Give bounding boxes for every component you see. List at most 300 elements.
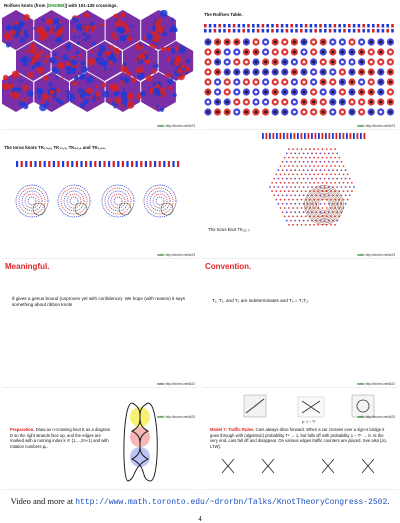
knot-blob — [53, 18, 60, 25]
torus-dot — [311, 186, 313, 188]
table-bar — [266, 24, 269, 28]
table-bar — [266, 29, 269, 33]
footer-url[interactable]: web: http://drorbn.net/kt23 — [157, 124, 195, 128]
table-knot-core — [312, 41, 315, 44]
table-bar — [382, 29, 385, 33]
torus-dot — [338, 157, 340, 159]
torus-dot — [307, 220, 309, 222]
table-bar — [343, 24, 346, 28]
knot-blob — [111, 32, 116, 37]
knot-blob — [109, 84, 115, 90]
slide-traffic-rules — [202, 389, 398, 490]
table-bar — [353, 24, 356, 28]
knot-blob — [167, 79, 173, 85]
torus-dot — [273, 186, 275, 188]
table-knot-core — [312, 51, 315, 54]
torus-dot — [288, 165, 290, 167]
table-bar — [242, 24, 245, 28]
footer-url[interactable]: web: http://drorbn.net/kt23 — [357, 124, 395, 128]
footer-url[interactable]: web: http://drorbn.net/kt23 — [157, 253, 195, 257]
table-knot-core — [341, 91, 344, 94]
torus-dot — [301, 190, 303, 192]
knot-blob — [131, 25, 134, 28]
torus-dot — [317, 157, 319, 159]
citation-link[interactable]: [DHOBB] — [46, 3, 66, 8]
torus-loop — [33, 203, 45, 215]
torus-dot — [280, 207, 282, 209]
torus-dot — [280, 199, 282, 201]
table-bar — [314, 29, 317, 33]
table-knot-core — [370, 41, 373, 44]
video-url[interactable]: http://www.math.toronto.edu/~drorbn/Talks/KnotTheoryCongress-2502 — [75, 498, 388, 507]
knot-blob — [139, 53, 146, 60]
torus-dot — [273, 195, 275, 197]
torus-dot — [294, 203, 296, 205]
torus-dot — [303, 195, 305, 197]
table-knot-core — [245, 71, 248, 74]
knot-blob — [178, 46, 186, 54]
knot-blob — [67, 93, 75, 101]
torus-dot — [338, 190, 340, 192]
slide-meaningful — [2, 260, 198, 388]
knot-blob — [96, 85, 99, 88]
table-knot-core — [351, 91, 354, 94]
torus-dot — [284, 190, 286, 192]
table-knot-core — [389, 41, 392, 44]
footer-url[interactable]: web: http://drorbn.net/kt23 — [157, 415, 195, 419]
table-knot-core — [245, 41, 248, 44]
table-knot-core — [312, 111, 315, 114]
table-knot-core — [264, 41, 267, 44]
table-knot-core — [207, 91, 210, 94]
torus-knot-diagram — [202, 131, 398, 231]
table-knot-core — [274, 71, 277, 74]
prep-text: Draw an n-crossing knot K as a diagram D so the right strands face up, and the edges are marked with a running index k ∈ {1,...,2n+1} and with rotation numbers φₖ. — [10, 427, 111, 449]
table-bar — [262, 29, 265, 33]
knot-blob — [151, 69, 156, 74]
table-knot-core — [293, 101, 296, 104]
torus-dot — [326, 207, 328, 209]
torus-dot — [288, 224, 290, 226]
table-bar — [295, 29, 298, 33]
table-bar — [338, 29, 341, 33]
table-knot-core — [293, 61, 296, 64]
torus-dot — [326, 182, 328, 184]
table-knot-core — [216, 101, 219, 104]
torus-dot — [280, 174, 282, 176]
knot-blob — [175, 46, 180, 51]
torus-dot — [324, 161, 326, 163]
table-knot-core — [274, 51, 277, 54]
table-knot-core — [303, 61, 306, 64]
torus-dot — [282, 169, 284, 171]
table-knot-core — [370, 81, 373, 84]
table-knot-core — [216, 91, 219, 94]
table-bar — [204, 29, 207, 33]
table-knot-core — [370, 101, 373, 104]
torus-bar — [57, 161, 59, 167]
table-knot-core — [245, 111, 248, 114]
torus-dot — [282, 161, 284, 163]
torus-dot — [311, 169, 313, 171]
table-knot-core — [245, 91, 248, 94]
torus-ring — [28, 197, 36, 205]
crossing-rules-diagrams — [202, 455, 398, 479]
torus-dot — [294, 153, 296, 155]
torus-bar — [16, 161, 18, 167]
knot-blob — [21, 98, 25, 102]
knot-blob — [92, 42, 96, 46]
table-bar — [377, 24, 380, 28]
torus-bar — [364, 133, 366, 139]
table-knot-core — [331, 61, 334, 64]
torus-dot — [288, 190, 290, 192]
table-knot-core — [216, 51, 219, 54]
table-knot-core — [245, 101, 248, 104]
table-knot-core — [264, 81, 267, 84]
knot-blob — [44, 60, 47, 63]
torus-dot — [307, 169, 309, 171]
torus-coil — [308, 189, 341, 222]
torus-dot — [301, 165, 303, 167]
torus-dot — [282, 211, 284, 213]
table-bar — [310, 29, 313, 33]
torus-dot — [299, 195, 301, 197]
table-bar — [252, 29, 255, 33]
knot-blob — [32, 66, 35, 69]
table-knot-core — [322, 101, 325, 104]
torus-dot — [286, 153, 288, 155]
torus-dot — [349, 195, 351, 197]
torus-dot — [288, 182, 290, 184]
table-knot-core — [389, 81, 392, 84]
knot-blob — [173, 93, 177, 97]
table-bar — [319, 29, 322, 33]
table-knot-core — [255, 81, 258, 84]
table-knot-core — [207, 81, 210, 84]
table-knot-core — [303, 111, 306, 114]
torus-dot — [284, 216, 286, 218]
slide-title: The Rolfsen Table. — [204, 12, 243, 17]
torus-dot — [282, 178, 284, 180]
torus-dot — [341, 169, 343, 171]
torus-dot — [311, 161, 313, 163]
table-knot-core — [370, 111, 373, 114]
knot-blob — [84, 38, 88, 42]
knot-blob — [53, 53, 57, 57]
torus-bar — [67, 161, 69, 167]
torus-bar — [48, 161, 50, 167]
footer-url[interactable]: web: http://drorbn.net/kt23 — [357, 415, 395, 419]
torus-dot — [305, 157, 307, 159]
torus-dot — [288, 199, 290, 201]
table-knot-core — [207, 41, 210, 44]
table-bar — [372, 24, 375, 28]
torus-ring — [147, 188, 173, 214]
knot-blob — [24, 33, 29, 38]
knot-blob — [25, 50, 28, 53]
torus-bar — [168, 161, 170, 167]
torus-dot — [286, 195, 288, 197]
torus-dot — [334, 157, 336, 159]
table-bar — [358, 24, 361, 28]
knot-blob — [100, 23, 104, 27]
torus-dot — [292, 157, 294, 159]
knot-blob — [72, 81, 77, 86]
torus-ring — [70, 197, 78, 205]
table-knot-core — [226, 91, 229, 94]
torus-ring — [111, 194, 125, 208]
torus-dot — [294, 178, 296, 180]
torus-dot — [282, 195, 284, 197]
torus-dot — [286, 178, 288, 180]
knot-blob — [114, 27, 116, 29]
torus-dot — [294, 220, 296, 222]
torus-dot — [294, 186, 296, 188]
table-knot-core — [226, 101, 229, 104]
knot-blob — [122, 64, 124, 66]
torus-dot — [341, 161, 343, 163]
torus-dot — [288, 216, 290, 218]
table-knot-core — [331, 101, 334, 104]
table-knot-core — [235, 61, 238, 64]
torus-bar — [76, 161, 78, 167]
table-knot-core — [293, 51, 296, 54]
crossing-rule-2 — [262, 459, 274, 473]
table-knot-core — [379, 91, 382, 94]
torus-dot — [303, 186, 305, 188]
table-bar — [252, 24, 255, 28]
table-knot-core — [283, 51, 286, 54]
torus-dot — [332, 161, 334, 163]
knot-blob — [145, 59, 150, 64]
table-knot-core — [264, 61, 267, 64]
torus-bar — [290, 133, 292, 139]
knot-blob — [72, 29, 75, 32]
knot-blob — [82, 26, 85, 29]
knot-blob — [6, 25, 12, 31]
knot-blob — [6, 43, 11, 48]
footer-url[interactable]: web: http://drorbn.net/kt23 — [357, 382, 395, 386]
torus-dot — [343, 182, 345, 184]
torus-dot — [320, 203, 322, 205]
knot-blob — [121, 105, 124, 108]
torus-dot — [338, 182, 340, 184]
torus-dot — [309, 224, 311, 226]
torus-bar — [329, 133, 331, 139]
table-knot-core — [293, 41, 296, 44]
torus-bar — [122, 161, 124, 167]
slide-body: θ gives a genus bound (unproven yet with confidence). We hope (with reason) it says something about ribbon knots — [12, 296, 186, 307]
knot-blob — [56, 88, 60, 92]
slide-rolfsen-table — [202, 2, 398, 130]
knot-blob — [42, 18, 46, 22]
torus-dot — [322, 165, 324, 167]
torus-dot — [299, 153, 301, 155]
torus-dot — [296, 148, 298, 150]
torus-dot — [284, 174, 286, 176]
table-knot-core — [341, 81, 344, 84]
knot-blob — [71, 22, 74, 25]
torus-bar — [21, 161, 23, 167]
table-bar — [391, 29, 394, 33]
torus-dot — [294, 161, 296, 163]
table-knot-core — [303, 101, 306, 104]
knot-blob — [146, 33, 153, 40]
torus-dot — [296, 174, 298, 176]
torus-bar — [99, 161, 101, 167]
torus-bar — [80, 161, 82, 167]
table-knot-core — [341, 61, 344, 64]
knot-blob — [101, 83, 106, 88]
footer-url[interactable]: web: http://drorbn.net/kt23 — [357, 253, 395, 257]
table-bar — [218, 29, 221, 33]
table-knot-core — [255, 91, 258, 94]
table-knot-core — [303, 41, 306, 44]
torus-bar — [357, 133, 359, 139]
table-knot-core — [283, 61, 286, 64]
knot-blob — [86, 90, 89, 93]
torus-dot — [334, 174, 336, 176]
table-bar — [362, 24, 365, 28]
torus-dot — [296, 216, 298, 218]
torus-dot — [292, 199, 294, 201]
torus-dot — [286, 203, 288, 205]
knot-blob — [22, 85, 28, 91]
knot-blob — [108, 99, 111, 102]
torus-bar — [318, 133, 320, 139]
table-bar — [238, 24, 241, 28]
torus-dot — [345, 169, 347, 171]
knot-blob — [12, 92, 20, 100]
knot-blob — [90, 22, 95, 27]
torus-dot — [271, 190, 273, 192]
torus-dot — [301, 207, 303, 209]
torus-dot — [338, 165, 340, 167]
table-bar — [334, 24, 337, 28]
torus-dot — [288, 207, 290, 209]
knot-blob — [81, 61, 86, 66]
torus-dot — [305, 148, 307, 150]
knot-blob — [120, 36, 122, 38]
knot-blob — [40, 30, 47, 37]
knot-blob — [39, 104, 47, 112]
torus-dot — [322, 174, 324, 176]
table-knot-core — [379, 81, 382, 84]
table-knot-core — [360, 61, 363, 64]
knot-blob — [167, 87, 170, 90]
torus-frame — [142, 185, 178, 216]
knot-blob — [91, 50, 94, 53]
torus-dot — [307, 153, 309, 155]
knot-blob — [68, 43, 71, 46]
slide-body: T₁, T₂, and T₃ are indeterminates and T₃ = T₁T₂. — [212, 298, 310, 303]
torus-dot — [299, 161, 301, 163]
table-knot-core — [235, 101, 238, 104]
torus-dot — [292, 216, 294, 218]
table-knot-core — [341, 71, 344, 74]
table-bar — [257, 24, 260, 28]
table-bar — [348, 29, 351, 33]
torus-dot — [292, 190, 294, 192]
knot-blob — [74, 76, 79, 81]
torus-dot — [278, 203, 280, 205]
torus-dot — [290, 195, 292, 197]
knot-blob — [85, 29, 89, 33]
torus-dot — [284, 207, 286, 209]
table-knot-core — [370, 71, 373, 74]
traffic-illustrations — [202, 389, 398, 429]
torus-dot — [305, 190, 307, 192]
torus-dot — [330, 148, 332, 150]
knot-blob — [55, 37, 61, 43]
table-knot-core — [370, 91, 373, 94]
torus-bar — [322, 133, 324, 139]
torus-dot — [332, 153, 334, 155]
torus-dot — [282, 203, 284, 205]
torus-ring — [67, 194, 81, 208]
knot-blob — [123, 23, 128, 28]
torus-dot — [292, 165, 294, 167]
slide-body — [10, 427, 112, 449]
knot-blob — [74, 18, 79, 23]
table-knot-core — [379, 41, 382, 44]
torus-dot — [288, 174, 290, 176]
knot-blob — [163, 29, 165, 31]
torus-dot — [317, 148, 319, 150]
knot-blob — [51, 90, 55, 94]
knot-blob — [139, 43, 142, 46]
torus-dot — [332, 169, 334, 171]
table-knot-core — [293, 71, 296, 74]
knot-diagram-preparation — [120, 393, 170, 485]
table-bar — [314, 24, 317, 28]
table-knot-core — [389, 91, 392, 94]
torus-dot — [278, 186, 280, 188]
knot-blob — [110, 45, 114, 49]
torus-dot — [299, 178, 301, 180]
table-knot-core — [293, 81, 296, 84]
table-bar — [286, 24, 289, 28]
torus-bar — [339, 133, 341, 139]
knot-blob — [141, 65, 143, 67]
table-knot-core — [245, 81, 248, 84]
footer-url[interactable]: web: http://drorbn.net/kt23 — [157, 382, 195, 386]
torus-dot — [282, 186, 284, 188]
torus-dot — [294, 195, 296, 197]
table-knot-core — [283, 101, 286, 104]
knot-blob — [71, 59, 78, 66]
knot-blob — [9, 82, 12, 85]
knot-blob — [48, 82, 52, 86]
table-bar — [233, 24, 236, 28]
table-knot-core — [255, 111, 258, 114]
torus-bar — [269, 133, 271, 139]
knot-blob — [116, 41, 118, 43]
table-knot-core — [255, 41, 258, 44]
table-knot-core — [303, 81, 306, 84]
table-knot-core — [264, 71, 267, 74]
torus-dot — [307, 161, 309, 163]
table-knot-core — [312, 91, 315, 94]
table-knot-core — [216, 81, 219, 84]
torus-dot — [284, 199, 286, 201]
table-knot-core — [360, 81, 363, 84]
table-knot-core — [331, 71, 334, 74]
torus-ring — [144, 185, 176, 217]
torus-bar — [136, 161, 138, 167]
table-bar — [358, 29, 361, 33]
